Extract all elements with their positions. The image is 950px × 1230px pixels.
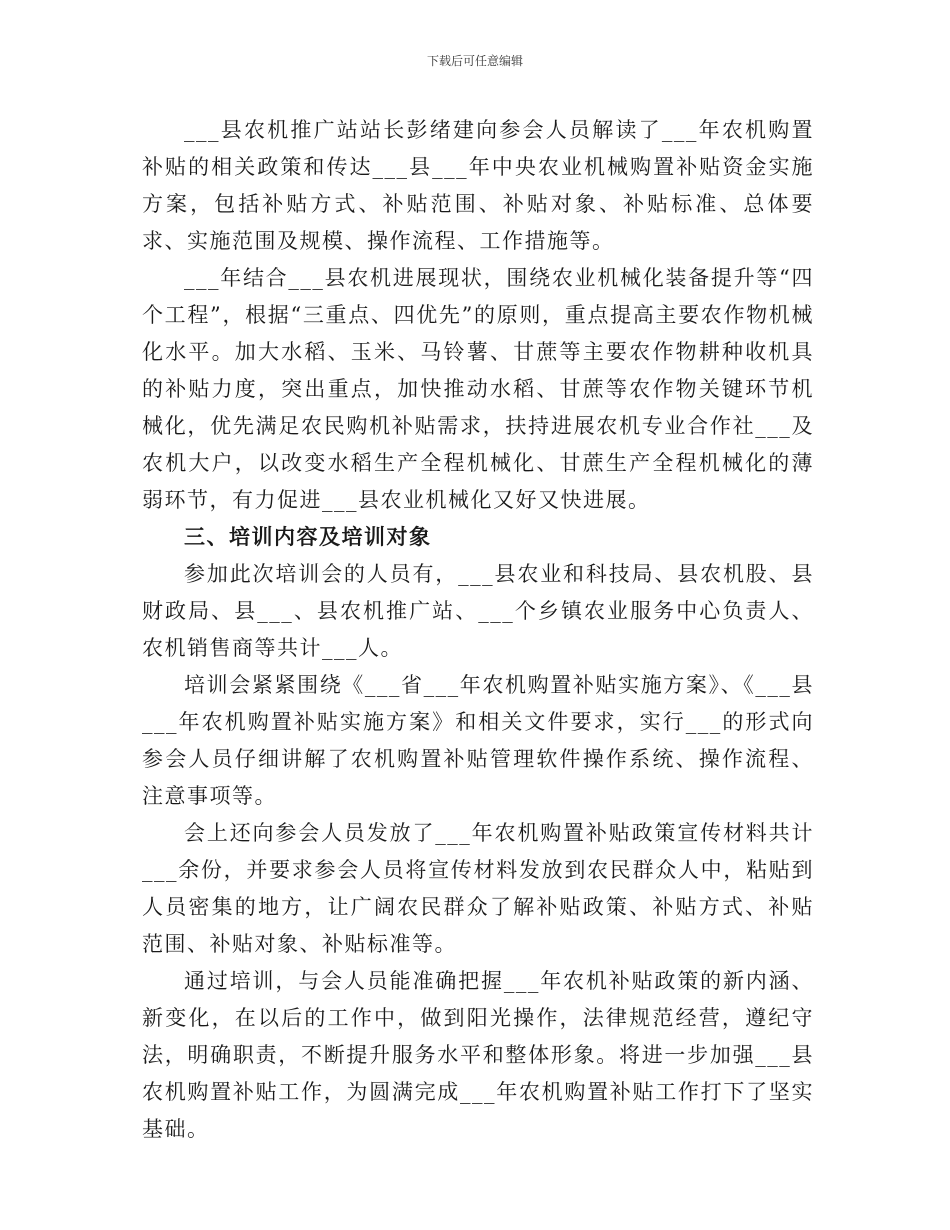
page-header: 下载后可任意编辑 bbox=[426, 54, 523, 68]
section-heading-training: 三、培训内容及培训对象 bbox=[184, 525, 432, 549]
paragraph-development-plan: ___年结合___县农机进展现状，围绕农业机械化装备提升等“四个工程”，根据“三重点、四优先”的原则，重点提高主要农作物机械化水平。加大水稻、玉米、马铃薯、甘蔗等主要农作物耕种收机具的补贴力度，突出重点，加快推动水稻、甘蔗等农作物关键环节机械化，优先满足农民购机补贴需求，扶持进展农机专业合作社___及农机大户，以改变水稻生产全程机械化、甘蔗生产全程机械化的薄弱环节，有力促进___县农业机械化又好又快进展。 bbox=[142, 266, 814, 512]
paragraph-conclusion: 通过培训，与会人员能准确把握___年农机补贴政策的新内涵、新变化，在以后的工作中，做到阳光操作，法律规范经营，遵纪守法，明确职责，不断提升服务水平和整体形象。将进一步加强___县农机购置补贴工作，为圆满完成___年农机购置补贴工作打下了坚实基础。 bbox=[142, 969, 814, 1141]
paragraph-attendees: 参加此次培训会的人员有，___县农业和科技局、县农机股、县财政局、县___、县农机推广站、___个乡镇农业服务中心负责人、农机销售商等共计___人。 bbox=[142, 562, 814, 660]
paragraph-training-content: 培训会紧紧围绕《___省___年农机购置补贴实施方案》、《___县___年农机购置补贴实施方案》和相关文件要求，实行___的形式向参会人员仔细讲解了农机购置补贴管理软件操作系统、操作流程、注意事项等。 bbox=[142, 673, 814, 808]
paragraph-policy-briefing: ___县农机推广站站长彭绪建向参会人员解读了___年农机购置补贴的相关政策和传达___县___年中央农业机械购置补贴资金实施方案，包括补贴方式、补贴范围、补贴对象、补贴标准、总体要求、实施范围及规模、操作流程、工作措施等。 bbox=[142, 118, 814, 253]
document-body bbox=[142, 112, 814, 1148]
paragraph-materials: 会上还向参会人员发放了___年农机购置补贴政策宣传材料共计___余份，并要求参会人员将宣传材料发放到农民群众人中，粘贴到人员密集的地方，让广阔农民群众了解补贴政策、补贴方式、补贴范围、补贴对象、补贴标准等。 bbox=[142, 821, 814, 956]
